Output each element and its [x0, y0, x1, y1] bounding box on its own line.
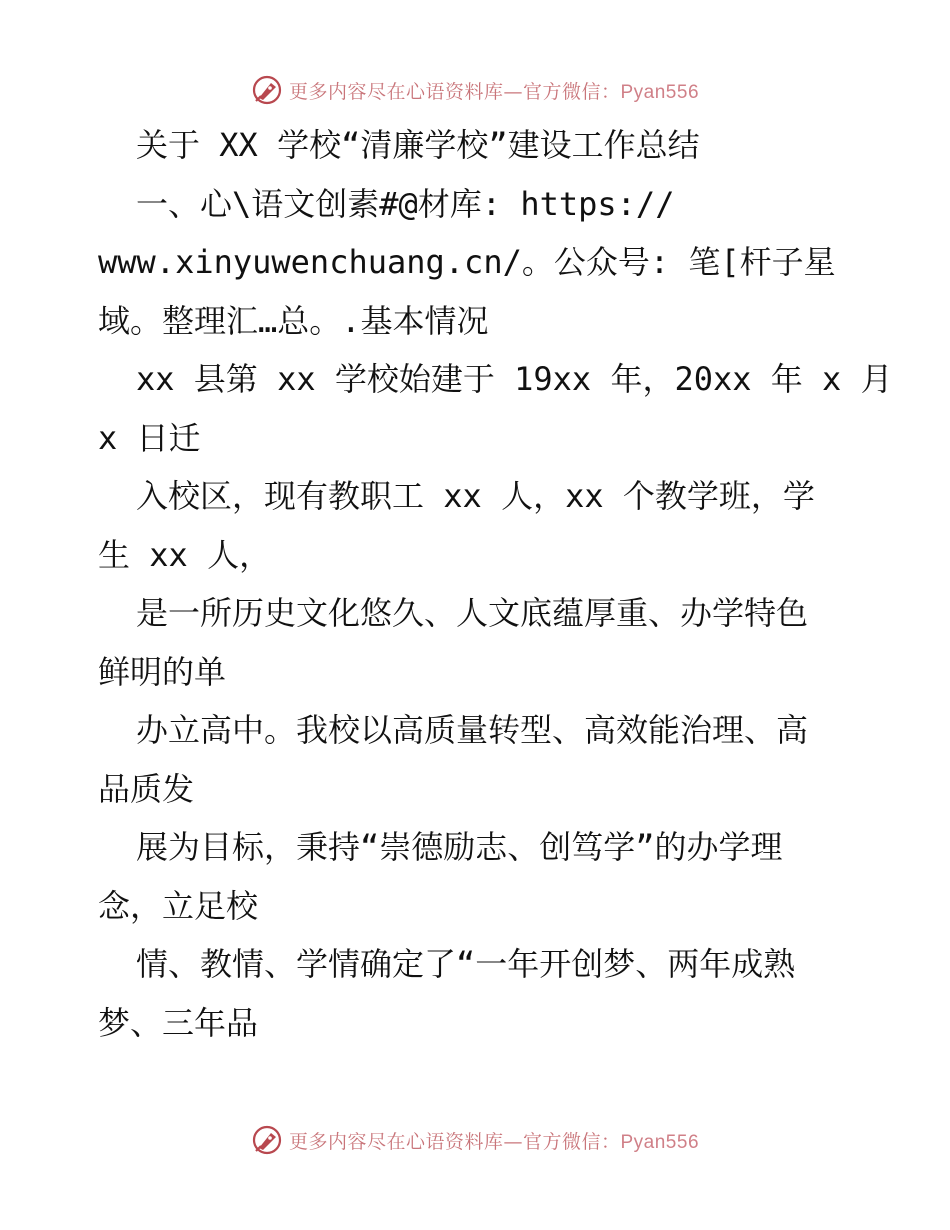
banner-prefix: 更多内容尽在心语资料库 [288, 80, 504, 103]
text-line: 是一所历史文化悠久、人文底蕴厚重、办学特色 [136, 594, 809, 632]
text-line: 展为目标，秉持“崇德励志、创笃学”的办学理 [136, 828, 783, 866]
text-line: x 日迁 [98, 418, 201, 457]
pen-nib-logo-icon [251, 1124, 283, 1156]
text-line: www.xinyuwenchuang.cn/。公众号: 笔[杆子星 [98, 243, 836, 281]
text-line: 域。整理汇…总。.基本情况 [98, 301, 489, 340]
text-line: 梦、三年品 [98, 1003, 259, 1042]
banner-separator: — [503, 80, 523, 103]
pen-nib-logo-icon [251, 74, 283, 106]
document-body [98, 116, 893, 1052]
text-line: 入校区，现有教职工 xx 人，xx 个教学班，学 [136, 477, 815, 515]
banner-account: Pyan556 [620, 81, 700, 103]
banner-prefix: 更多内容尽在心语资料库 [288, 1130, 504, 1153]
text-line: 一、心\语文创素#@材库: https:// [136, 184, 675, 223]
header-banner [0, 70, 950, 110]
banner-text [289, 1127, 699, 1154]
text-line: 品质发 [98, 769, 195, 808]
text-line: 情、教情、学情确定了“一年开创梦、两年成熟 [136, 945, 796, 983]
banner-label: 官方微信： [522, 80, 621, 103]
banner-account: Pyan556 [620, 1131, 700, 1153]
banner-text [289, 77, 699, 104]
document-title: 关于 XX 学校“清廉学校”建设工作总结 [136, 126, 700, 164]
text-line: xx 县第 xx 学校始建于 19xx 年，20xx 年 x 月 [136, 360, 893, 398]
banner-label: 官方微信： [522, 1130, 621, 1153]
text-line: 念，立足校 [98, 886, 259, 925]
banner-separator: — [503, 1130, 523, 1153]
footer-banner [0, 1120, 950, 1160]
text-line: 鲜明的单 [98, 652, 227, 691]
text-line: 生 xx 人， [98, 535, 272, 574]
text-line: 办立高中。我校以高质量转型、高效能治理、高 [136, 711, 809, 749]
